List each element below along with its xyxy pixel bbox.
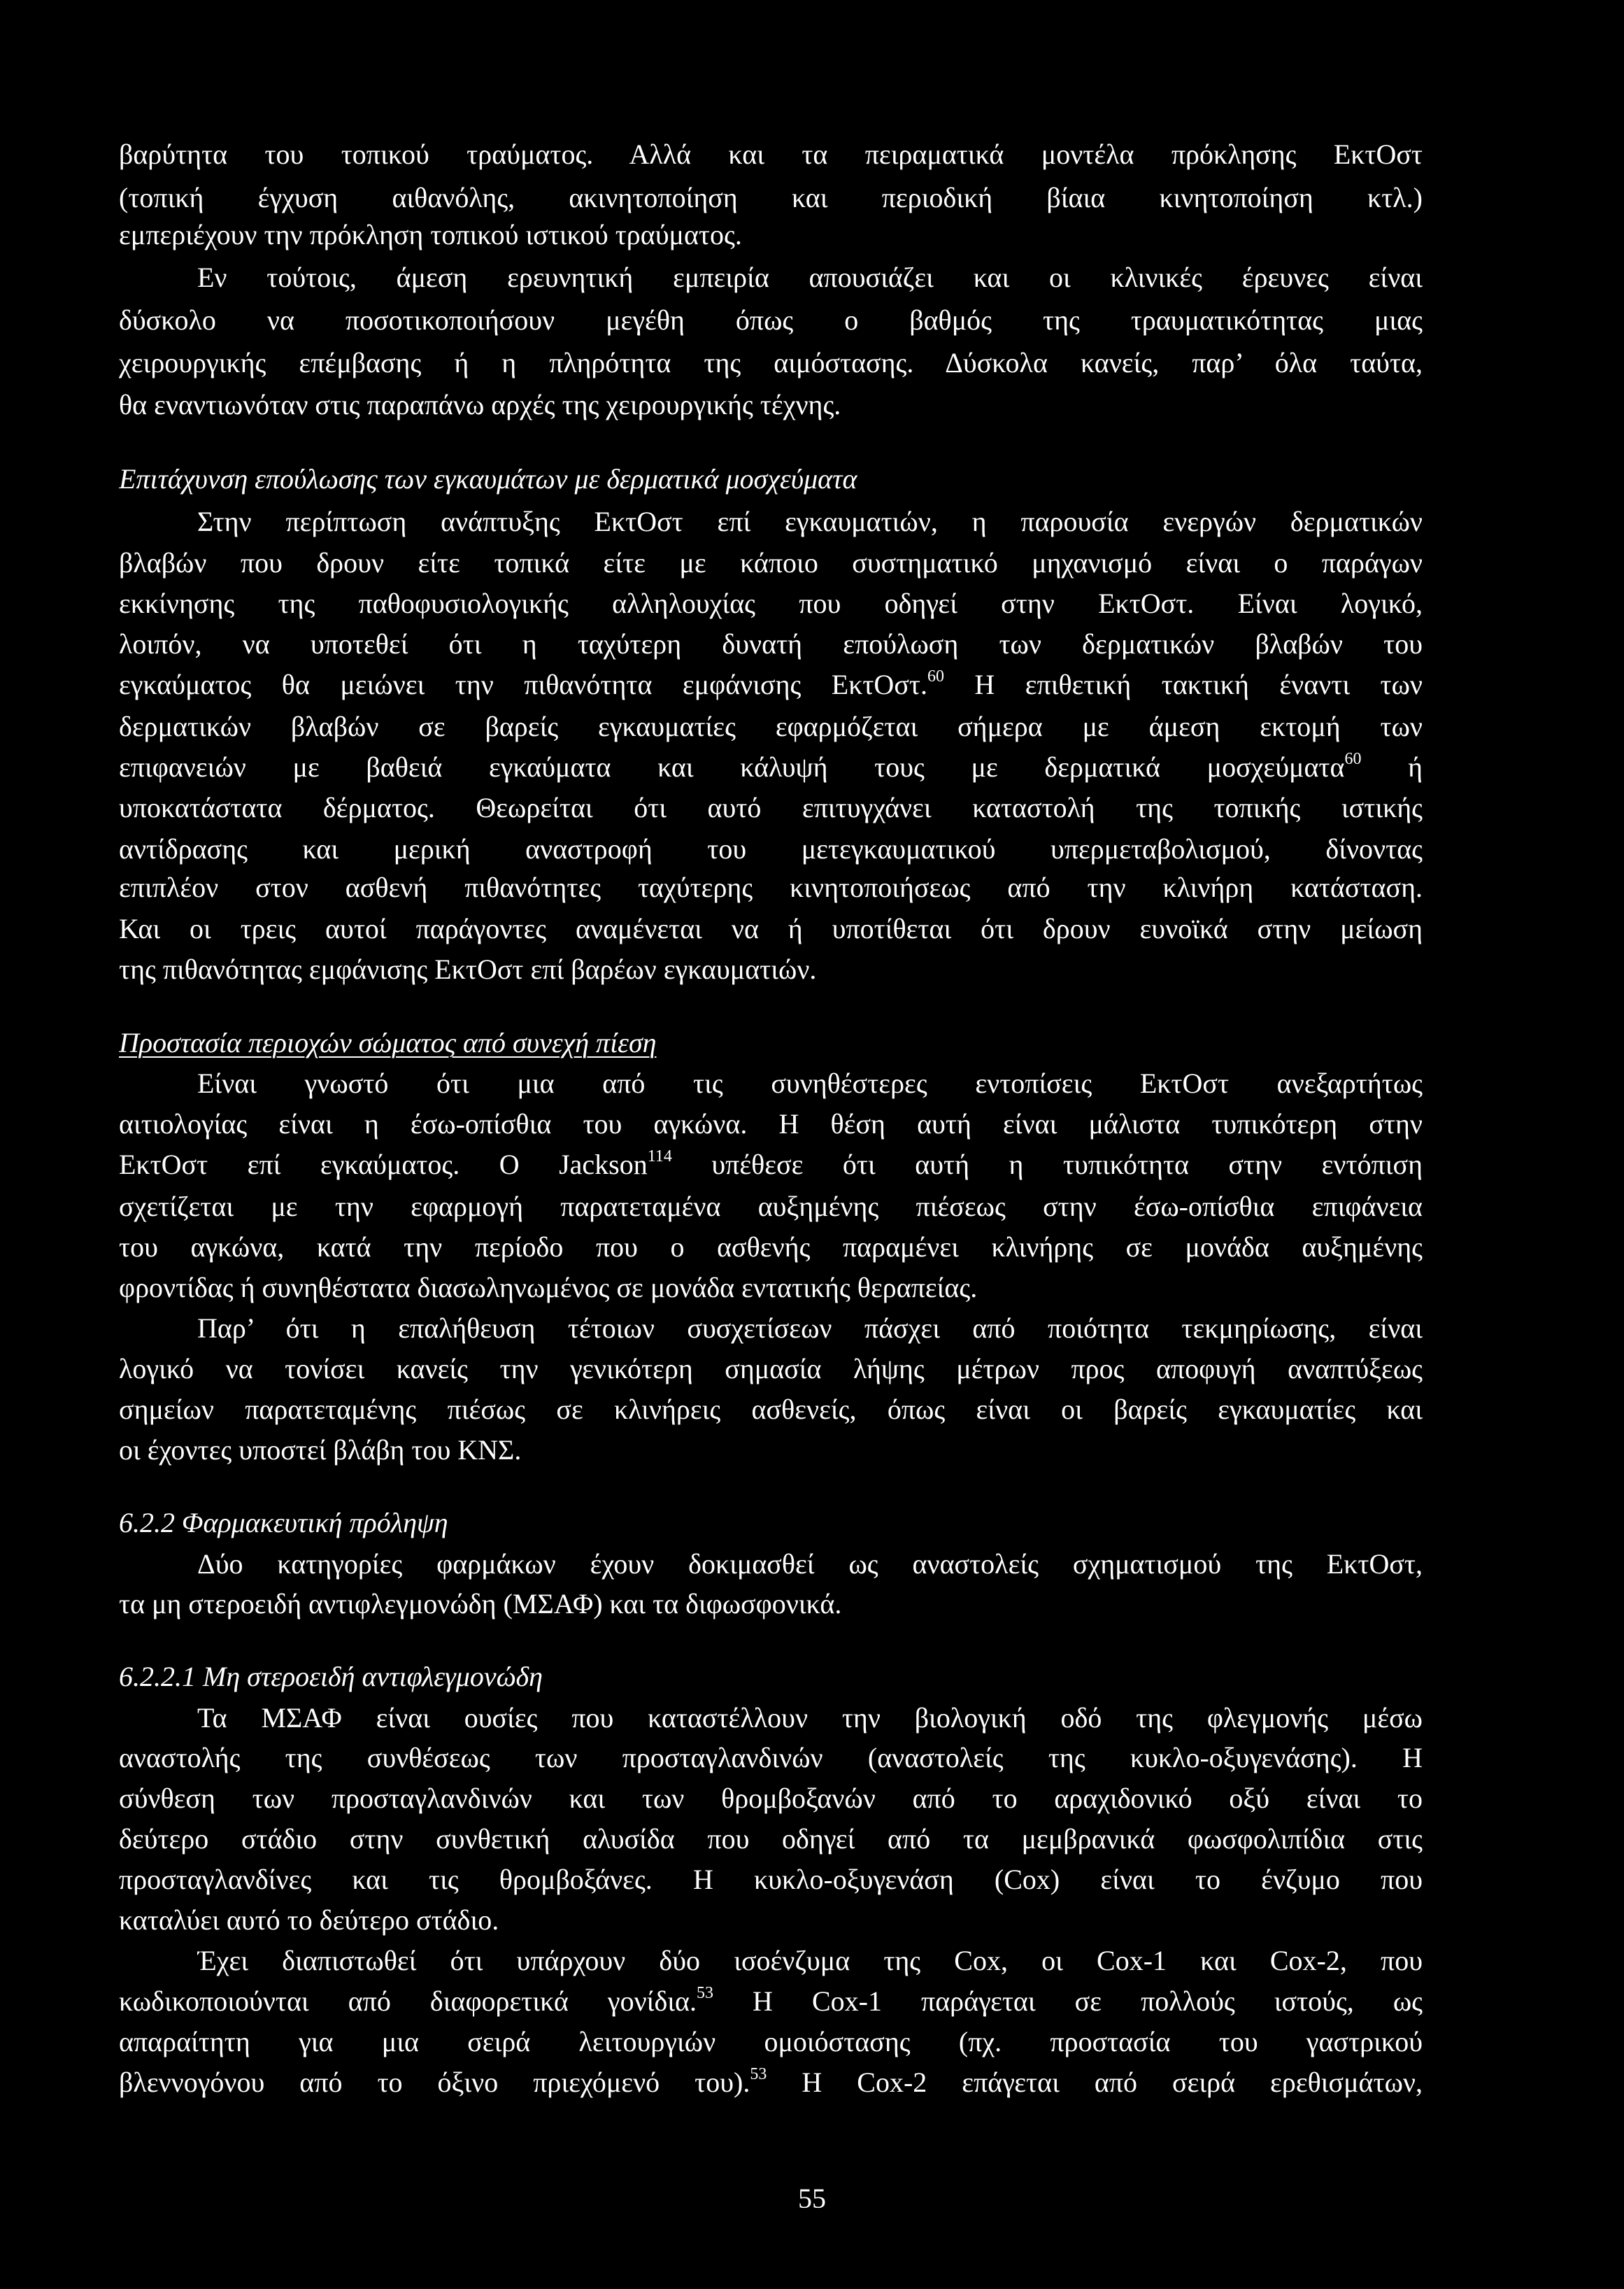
text-line: Τα ΜΣΑΦ είναι ουσίες που καταστέλλουν την βιολογική οδό της φλεγμονής μέσω bbox=[197, 1702, 1423, 1734]
text-line: λογικό να τονίσει κανείς την γενικότερη σημασία λήψης μέτρων προς αποφυγή αναπτύξεως bbox=[119, 1353, 1423, 1384]
text-span: κωδικοποιούνται από διαφορετικά γονίδια. bbox=[119, 1985, 697, 2017]
text-line: σχετίζεται με την εφαρμογή παρατεταμένα αυξημένης πιέσεως στην έσω-οπίσθια επιφάνεια bbox=[119, 1191, 1423, 1222]
text-span: Η Cox-1 παράγεται σε πολλούς ιστούς, ως bbox=[713, 1985, 1423, 2017]
text-line: χειρουργικής επέμβασης ή η πληρότητα της αιμόστασης. Δύσκολα κανείς, παρ’ όλα ταύτα, bbox=[119, 347, 1423, 378]
citation-sup: 60 bbox=[1344, 749, 1362, 768]
citation-sup: 60 bbox=[927, 667, 944, 686]
text-line: τα μη στεροειδή αντιφλεγμονώδη (ΜΣΑΦ) και τα διφωσφονικά. bbox=[119, 1588, 842, 1620]
citation-sup: 114 bbox=[647, 1147, 672, 1165]
citation-sup: 53 bbox=[697, 1983, 714, 2002]
text-line: υποκατάστατα δέρματος. Θεωρείται ότι αυτό επιτυγχάνει καταστολή της τοπικής ιστικής bbox=[119, 792, 1423, 823]
text-span: ή bbox=[1361, 751, 1423, 783]
text-span: ΕκτΟστ επί εγκαύματος. Ο Jackson bbox=[119, 1149, 648, 1180]
text-line bbox=[119, 746, 1423, 789]
text-span: επιφανειών με βαθειά εγκαύματα και κάλυψή τους με δερματικά μοσχεύματα bbox=[119, 751, 1345, 783]
text-span: Η επιθετική τακτική έναντι των bbox=[943, 669, 1423, 700]
text-line: απαραίτητη για μια σειρά λειτουργιών ομοιόστασης (πχ. προστασία του γαστρικού bbox=[119, 2026, 1423, 2057]
text-line: επιπλέον στον ασθενή πιθανότητες ταχύτερης κινητοποιήσεως από την κλινήρη κατάσταση. bbox=[119, 872, 1423, 903]
text-line: σύνθεση των προσταγλανδινών και των θρομβοξανών από το αραχιδονικό οξύ είναι το bbox=[119, 1783, 1423, 1814]
text-line: Εν τούτοις, άμεση ερευνητική εμπειρία απουσιάζει και οι κλινικές έρευνες είναι bbox=[197, 262, 1423, 293]
text-span: υπέθεσε ότι αυτή η τυπικότητα στην εντόπιση bbox=[671, 1149, 1423, 1180]
section-heading: Προστασία περιοχών σώματος από συνεχή πίεση bbox=[119, 1027, 657, 1058]
text-line: καταλύει αυτό το δεύτερο στάδιο. bbox=[119, 1904, 499, 1936]
text-line: αιτιολογίας είναι η έσω-οπίσθια του αγκώνα. Η θέση αυτή είναι μάλιστα τυπικότερη στην bbox=[119, 1108, 1423, 1140]
citation-sup: 53 bbox=[750, 2064, 767, 2083]
text-line bbox=[119, 1143, 1423, 1186]
text-line: Και οι τρεις αυτοί παράγοντες αναμένεται να ή υποτίθεται ότι δρουν ευνοϊκά στην μείωση bbox=[119, 913, 1423, 944]
text-span: βλεννογόνου από το όξινο πριεχόμενό του). bbox=[119, 2067, 750, 2098]
text-line: Στην περίπτωση ανάπτυξης ΕκτΟστ επί εγκαυματιών, η παρουσία ενεργών δερματικών bbox=[197, 506, 1423, 537]
text-span: εγκαύματος θα μειώνει την πιθανότητα εμφάνισης ΕκτΟστ. bbox=[119, 669, 927, 700]
text-line: βλαβών που δρουν είτε τοπικά είτε με κάποιο συστηματικό μηχανισμό είναι ο παράγων bbox=[119, 547, 1423, 579]
text-line: Δύο κατηγορίες φαρμάκων έχουν δοκιμασθεί ως αναστολείς σχηματισμού της ΕκτΟστ, bbox=[197, 1548, 1423, 1580]
text-line: προσταγλανδίνες και τις θρομβοξάνες. Η κυκλο-οξυγενάση (Cox) είναι το ένζυμο που bbox=[119, 1864, 1423, 1895]
text-line: αναστολής της συνθέσεως των προσταγλανδινών (αναστολείς της κυκλο-οξυγενάσης). Η bbox=[119, 1742, 1423, 1773]
text-line: του αγκώνα, κατά την περίοδο που ο ασθενής παραμένει κλινήρης σε μονάδα αυξημένης bbox=[119, 1231, 1423, 1263]
text-line: λοιπόν, να υποτεθεί ότι η ταχύτερη δυνατή επούλωση των δερματικών βλαβών του bbox=[119, 628, 1423, 660]
text-line: βαρύτητα του τοπικού τραύματος. Αλλά και τα πειραματικά μοντέλα πρόκλησης ΕκτΟστ bbox=[119, 139, 1423, 170]
section-heading: Επιτάχυνση επούλωσης των εγκαυμάτων με δερματικά μοσχεύματα bbox=[119, 463, 857, 495]
text-line: δεύτερο στάδιο στην συνθετική αλυσίδα που οδηγεί από τα μεμβρανικά φωσφολιπίδια στις bbox=[119, 1823, 1423, 1855]
text-line: εκκίνησης της παθοφυσιολογικής αλληλουχίας που οδηγεί στην ΕκτΟστ. Είναι λογικό, bbox=[119, 588, 1423, 619]
section-heading: 6.2.2 Φαρμακευτική πρόληψη bbox=[119, 1507, 448, 1538]
text-line bbox=[119, 663, 1423, 707]
text-span: Η Cox-2 επάγεται από σειρά ερεθισμάτων, bbox=[767, 2067, 1423, 2098]
text-line: οι έχοντες υποστεί βλάβη του ΚΝΣ. bbox=[119, 1434, 522, 1466]
text-line: Παρ’ ότι η επαλήθευση τέτοιων συσχετίσεων πάσχει από ποιότητα τεκμηρίωσης, είναι bbox=[197, 1312, 1423, 1344]
text-line: φροντίδας ή συνηθέστατα διασωληνωμένος σε μονάδα εντατικής θεραπείας. bbox=[119, 1272, 978, 1303]
section-heading: 6.2.2.1 Μη στεροειδή αντιφλεγμονώδη bbox=[119, 1661, 543, 1692]
page-number: 55 bbox=[798, 2183, 826, 2214]
text-line: εμπεριέχουν την πρόκληση τοπικού ιστικού τραύματος. bbox=[119, 219, 742, 250]
text-line: δερματικών βλαβών σε βαρείς εγκαυματίες εφαρμόζεται σήμερα με άμεση εκτομή των bbox=[119, 711, 1423, 742]
text-line: της πιθανότητας εμφάνισης ΕκτΟστ επί βαρέων εγκαυματιών. bbox=[119, 954, 817, 985]
text-line: δύσκολο να ποσοτικοποιήσουν μεγέθη όπως ο βαθμός της τραυματικότητας μιας bbox=[119, 304, 1423, 336]
text-line: (τοπική έγχυση αιθανόλης, ακινητοποίηση και περιοδική βίαια κινητοποίηση κτλ.) bbox=[119, 182, 1423, 213]
text-line: αντίδρασης και μερική αναστροφή του μετεγκαυματικού υπερμεταβολισμού, δίνοντας bbox=[119, 833, 1423, 865]
text-line bbox=[119, 2061, 1423, 2104]
text-line: θα εναντιωνόταν στις παραπάνω αρχές της χειρουργικής τέχνης. bbox=[119, 389, 841, 420]
text-line: σημείων παρατεταμένης πιέσως σε κλινήρεις ασθενείς, όπως είναι οι βαρείς εγκαυματίες και bbox=[119, 1394, 1423, 1425]
text-line: Έχει διαπιστωθεί ότι υπάρχουν δύο ισοένζυμα της Cox, οι Cox-1 και Cox-2, που bbox=[197, 1945, 1423, 1976]
text-line bbox=[119, 1980, 1423, 2023]
text-line: Είναι γνωστό ότι μια από τις συνηθέστερες εντοπίσεις ΕκτΟστ ανεξαρτήτως bbox=[197, 1068, 1423, 1099]
